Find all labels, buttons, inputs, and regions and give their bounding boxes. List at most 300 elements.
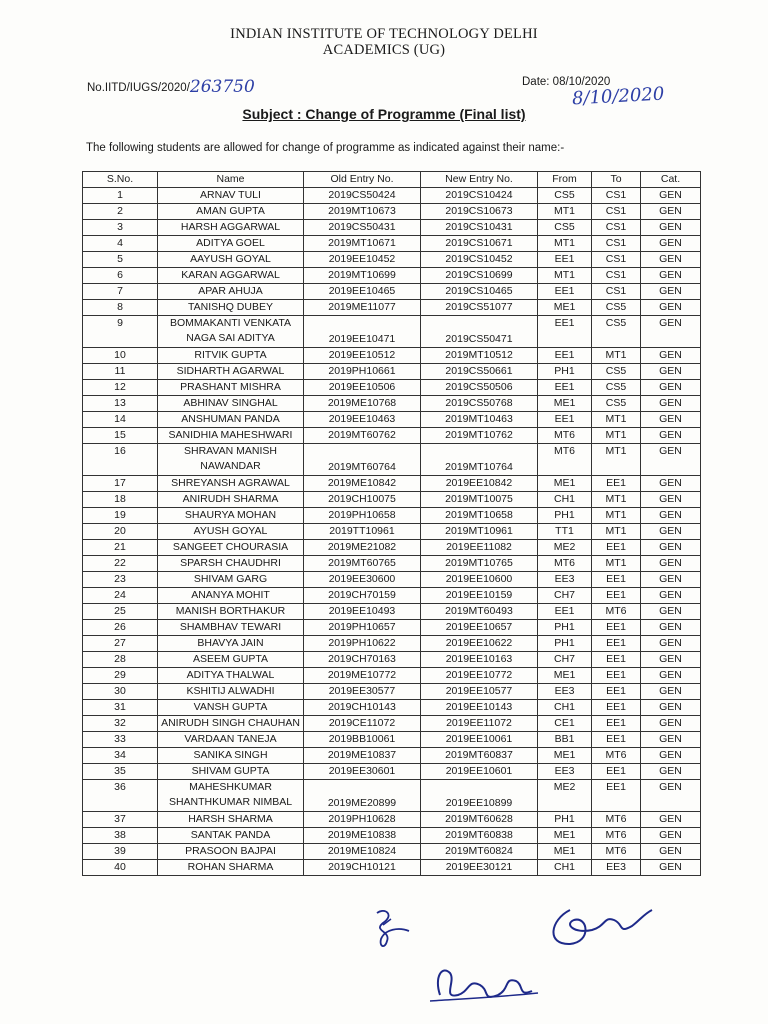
table-row [83, 732, 701, 748]
table-row [83, 748, 701, 764]
cell-name: APAR AHUJA [158, 284, 304, 300]
cell-new-entry: 2019EE10061 [421, 732, 538, 748]
cell-sno: 29 [83, 668, 158, 684]
name-line-2: NAWANDAR [200, 460, 261, 472]
cell-from: TT1 [538, 524, 592, 540]
cell-cat: GEN [641, 268, 701, 284]
cell-old-entry: 2019MT10673 [304, 204, 421, 220]
cell-sno: 5 [83, 252, 158, 268]
name-line-1: BOMMAKANTI VENKATA [170, 317, 291, 329]
cell-to: MT1 [592, 508, 641, 524]
cell-from: EE3 [538, 572, 592, 588]
cell-cat: GEN [641, 252, 701, 268]
cell-old-entry: 2019EE10465 [304, 284, 421, 300]
col-new-entry: New Entry No. [421, 172, 538, 188]
table-row [83, 684, 701, 700]
cell-from: MT1 [538, 204, 592, 220]
cell-cat: GEN [641, 684, 701, 700]
cell-new-entry: 2019EE10143 [421, 700, 538, 716]
table-row [83, 700, 701, 716]
cell-new-entry: 2019MT10765 [421, 556, 538, 572]
cell-to: EE1 [592, 668, 641, 684]
cell-name: ANIRUDH SINGH CHAUHAN [158, 716, 304, 732]
cell-old-entry: 2019EE10471 [304, 316, 421, 348]
cell-cat: GEN [641, 636, 701, 652]
cell-to: EE1 [592, 572, 641, 588]
table-row [83, 396, 701, 412]
cell-sno: 31 [83, 700, 158, 716]
cell-name: HARSH SHARMA [158, 812, 304, 828]
cell-to: CS5 [592, 300, 641, 316]
cell-from: ME1 [538, 828, 592, 844]
cell-name: ABHINAV SINGHAL [158, 396, 304, 412]
cell-new-entry: 2019EE11072 [421, 716, 538, 732]
cell-to: MT6 [592, 748, 641, 764]
cell-cat: GEN [641, 412, 701, 428]
cell-new-entry: 2019CS50661 [421, 364, 538, 380]
cell-sno: 7 [83, 284, 158, 300]
cell-cat: GEN [641, 572, 701, 588]
cell-from: EE1 [538, 604, 592, 620]
cell-from: EE3 [538, 764, 592, 780]
cell-cat: GEN [641, 716, 701, 732]
cell-sno: 10 [83, 348, 158, 364]
cell-new-entry: 2019EE10159 [421, 588, 538, 604]
cell-cat: GEN [641, 668, 701, 684]
cell-old-entry: 2019ME10824 [304, 844, 421, 860]
cell-old-entry: 2019PH10622 [304, 636, 421, 652]
table-row [83, 300, 701, 316]
cell-name: SHIVAM GUPTA [158, 764, 304, 780]
cell-name: AMAN GUPTA [158, 204, 304, 220]
cell-to: CS5 [592, 396, 641, 412]
cell-sno: 24 [83, 588, 158, 604]
cell-old-entry: 2019ME10838 [304, 828, 421, 844]
cell-to: MT1 [592, 524, 641, 540]
cell-new-entry: 2019MT10463 [421, 412, 538, 428]
table-row [83, 588, 701, 604]
cell-to: EE1 [592, 732, 641, 748]
table-row [83, 556, 701, 572]
name-line-1: SHRAVAN MANISH [184, 445, 277, 457]
subject-text: Subject : Change of Programme (Final list) [242, 106, 526, 122]
cell-to: MT6 [592, 604, 641, 620]
cell-cat: GEN [641, 476, 701, 492]
cell-new-entry: 2019EE10657 [421, 620, 538, 636]
cell-old-entry: 2019EE10463 [304, 412, 421, 428]
cell-name: ROHAN SHARMA [158, 860, 304, 876]
cell-old-entry: 2019MT60764 [304, 444, 421, 476]
cell-old-entry: 2019CS50431 [304, 220, 421, 236]
cell-to: MT1 [592, 492, 641, 508]
cell-sno: 9 [83, 316, 158, 348]
cell-sno: 19 [83, 508, 158, 524]
cell-cat: GEN [641, 828, 701, 844]
cell-name: AYUSH GOYAL [158, 524, 304, 540]
handwritten-reference: 263750 [189, 77, 255, 97]
cell-name: ANIRUDH SHARMA [158, 492, 304, 508]
cell-old-entry: 2019CH10121 [304, 860, 421, 876]
name-line-2: SHANTHKUMAR NIMBAL [168, 796, 293, 808]
table-row [83, 284, 701, 300]
cell-name [158, 780, 304, 812]
cell-cat: GEN [641, 524, 701, 540]
cell-sno: 26 [83, 620, 158, 636]
cell-to: EE1 [592, 620, 641, 636]
cell-from: CH1 [538, 492, 592, 508]
cell-name: SANTAK PANDA [158, 828, 304, 844]
cell-new-entry: 2019CS10671 [421, 236, 538, 252]
cell-old-entry: 2019ME10768 [304, 396, 421, 412]
cell-to: CS5 [592, 364, 641, 380]
cell-sno: 17 [83, 476, 158, 492]
cell-new-entry: 2019EE10622 [421, 636, 538, 652]
cell-sno: 13 [83, 396, 158, 412]
col-to: To [592, 172, 641, 188]
table-row [83, 380, 701, 396]
cell-name: ADITYA THALWAL [158, 668, 304, 684]
cell-from: MT1 [538, 236, 592, 252]
table-row [83, 620, 701, 636]
cell-from: MT1 [538, 268, 592, 284]
signature-3 [420, 955, 550, 1015]
cell-sno: 4 [83, 236, 158, 252]
cell-cat: GEN [641, 700, 701, 716]
cell-to: EE1 [592, 716, 641, 732]
cell-from: EE1 [538, 284, 592, 300]
table-row [83, 572, 701, 588]
cell-name: SHREYANSH AGRAWAL [158, 476, 304, 492]
cell-from: ME1 [538, 844, 592, 860]
cell-from: CS5 [538, 220, 592, 236]
cell-sno: 33 [83, 732, 158, 748]
cell-sno: 34 [83, 748, 158, 764]
cell-cat: GEN [641, 188, 701, 204]
cell-sno: 30 [83, 684, 158, 700]
cell-old-entry: 2019CH10075 [304, 492, 421, 508]
cell-old-entry: 2019ME10842 [304, 476, 421, 492]
cell-name: SHAMBHAV TEWARI [158, 620, 304, 636]
cell-name: VANSH GUPTA [158, 700, 304, 716]
cell-sno: 11 [83, 364, 158, 380]
cell-from: BB1 [538, 732, 592, 748]
cell-cat: GEN [641, 300, 701, 316]
cell-name: KSHITIJ ALWADHI [158, 684, 304, 700]
cell-name: RITVIK GUPTA [158, 348, 304, 364]
cell-cat: GEN [641, 396, 701, 412]
cell-old-entry: 2019ME11077 [304, 300, 421, 316]
cell-new-entry: 2019EE10163 [421, 652, 538, 668]
cell-sno: 32 [83, 716, 158, 732]
cell-new-entry: 2019MT60824 [421, 844, 538, 860]
col-old-entry: Old Entry No. [304, 172, 421, 188]
cell-from: ME1 [538, 300, 592, 316]
table-row [83, 188, 701, 204]
cell-new-entry: 2019MT60837 [421, 748, 538, 764]
cell-name: BHAVYA JAIN [158, 636, 304, 652]
cell-sno: 8 [83, 300, 158, 316]
cell-name: ARNAV TULI [158, 188, 304, 204]
cell-old-entry: 2019EE10512 [304, 348, 421, 364]
institute-title: INDIAN INSTITUTE OF TECHNOLOGY DELHI [230, 26, 538, 42]
cell-sno: 40 [83, 860, 158, 876]
table-row [83, 540, 701, 556]
cell-sno: 18 [83, 492, 158, 508]
cell-new-entry: 2019EE10772 [421, 668, 538, 684]
cell-from: EE1 [538, 348, 592, 364]
cell-name: SHAURYA MOHAN [158, 508, 304, 524]
table-row [83, 860, 701, 876]
cell-from: MT6 [538, 556, 592, 572]
cell-from: EE3 [538, 684, 592, 700]
cell-name: SIDHARTH AGARWAL [158, 364, 304, 380]
cell-to: MT6 [592, 828, 641, 844]
cell-old-entry: 2019PH10628 [304, 812, 421, 828]
cell-old-entry: 2019EE10506 [304, 380, 421, 396]
cell-old-entry: 2019CE11072 [304, 716, 421, 732]
cell-new-entry: 2019CS10431 [421, 220, 538, 236]
cell-name: AAYUSH GOYAL [158, 252, 304, 268]
cell-old-entry: 2019CH70163 [304, 652, 421, 668]
cell-old-entry: 2019PH10661 [304, 364, 421, 380]
cell-old-entry: 2019MT60762 [304, 428, 421, 444]
cell-old-entry: 2019PH10658 [304, 508, 421, 524]
table-row [83, 524, 701, 540]
cell-to: EE1 [592, 588, 641, 604]
cell-sno: 1 [83, 188, 158, 204]
cell-from: EE1 [538, 316, 592, 348]
table-row [83, 652, 701, 668]
cell-from: ME1 [538, 396, 592, 412]
cell-old-entry: 2019ME20899 [304, 780, 421, 812]
cell-name: KARAN AGGARWAL [158, 268, 304, 284]
cell-from: PH1 [538, 620, 592, 636]
cell-cat: GEN [641, 364, 701, 380]
table-row [83, 252, 701, 268]
cell-name: HARSH AGGARWAL [158, 220, 304, 236]
cell-name: SPARSH CHAUDHRI [158, 556, 304, 572]
cell-to: MT1 [592, 444, 641, 476]
cell-to: MT6 [592, 844, 641, 860]
cell-cat: GEN [641, 732, 701, 748]
cell-cat: GEN [641, 540, 701, 556]
table-row [83, 716, 701, 732]
cell-name: VARDAAN TANEJA [158, 732, 304, 748]
handwritten-date: 8/10/2020 [571, 83, 665, 110]
cell-cat: GEN [641, 652, 701, 668]
cell-cat: GEN [641, 812, 701, 828]
col-cat: Cat. [641, 172, 701, 188]
col-name: Name [158, 172, 304, 188]
table-row [83, 204, 701, 220]
cell-to: EE1 [592, 684, 641, 700]
cell-to: MT1 [592, 412, 641, 428]
cell-sno: 27 [83, 636, 158, 652]
cell-new-entry: 2019MT60838 [421, 828, 538, 844]
cell-sno: 23 [83, 572, 158, 588]
cell-from: PH1 [538, 636, 592, 652]
cell-new-entry: 2019CS50768 [421, 396, 538, 412]
cell-old-entry: 2019PH10657 [304, 620, 421, 636]
table-row [83, 780, 701, 812]
cell-cat: GEN [641, 764, 701, 780]
cell-sno: 14 [83, 412, 158, 428]
cell-name: MANISH BORTHAKUR [158, 604, 304, 620]
cell-from: EE1 [538, 412, 592, 428]
date-label: Date: 08/10/2020 [522, 76, 611, 88]
cell-cat: GEN [641, 748, 701, 764]
table-row [83, 364, 701, 380]
cell-cat: GEN [641, 780, 701, 812]
cell-to: EE1 [592, 780, 641, 812]
cell-to: CS1 [592, 220, 641, 236]
cell-sno: 35 [83, 764, 158, 780]
cell-old-entry: 2019TT10961 [304, 524, 421, 540]
cell-from: MT6 [538, 444, 592, 476]
cell-cat: GEN [641, 508, 701, 524]
cell-old-entry: 2019CH70159 [304, 588, 421, 604]
cell-new-entry: 2019MT10075 [421, 492, 538, 508]
table-row [83, 668, 701, 684]
signature-2 [540, 890, 660, 960]
cell-from: ME1 [538, 748, 592, 764]
cell-from: CS5 [538, 188, 592, 204]
cell-to: MT1 [592, 556, 641, 572]
cell-to: CS5 [592, 316, 641, 348]
cell-old-entry: 2019EE30601 [304, 764, 421, 780]
cell-to: MT1 [592, 428, 641, 444]
cell-sno: 15 [83, 428, 158, 444]
cell-to: CS1 [592, 284, 641, 300]
cell-cat: GEN [641, 428, 701, 444]
table-row [83, 764, 701, 780]
cell-cat: GEN [641, 220, 701, 236]
cell-new-entry: 2019EE10600 [421, 572, 538, 588]
cell-new-entry: 2019MT10961 [421, 524, 538, 540]
table-row [83, 236, 701, 252]
cell-from: PH1 [538, 508, 592, 524]
signature-1 [365, 905, 425, 955]
cell-cat: GEN [641, 556, 701, 572]
cell-cat: GEN [641, 284, 701, 300]
table-row [83, 412, 701, 428]
cell-from: MT6 [538, 428, 592, 444]
reference-label: No.IITD/IUGS/2020/ [87, 82, 190, 94]
cell-sno: 36 [83, 780, 158, 812]
cell-to: EE1 [592, 540, 641, 556]
table-row [83, 476, 701, 492]
cell-new-entry: 2019MT10764 [421, 444, 538, 476]
cell-old-entry: 2019MT10671 [304, 236, 421, 252]
cell-cat: GEN [641, 844, 701, 860]
col-from: From [538, 172, 592, 188]
name-line-2: NAGA SAI ADITYA [186, 332, 275, 344]
cell-cat: GEN [641, 620, 701, 636]
cell-new-entry: 2019CS10673 [421, 204, 538, 220]
cell-sno: 38 [83, 828, 158, 844]
cell-to: MT6 [592, 812, 641, 828]
cell-sno: 22 [83, 556, 158, 572]
col-sno: S.No. [83, 172, 158, 188]
cell-new-entry: 2019CS10699 [421, 268, 538, 284]
cell-old-entry: 2019BB10061 [304, 732, 421, 748]
cell-to: EE1 [592, 700, 641, 716]
cell-new-entry: 2019MT10762 [421, 428, 538, 444]
cell-sno: 28 [83, 652, 158, 668]
cell-old-entry: 2019MT10699 [304, 268, 421, 284]
cell-to: CS1 [592, 204, 641, 220]
cell-sno: 3 [83, 220, 158, 236]
table-row [83, 444, 701, 476]
cell-new-entry: 2019CS10452 [421, 252, 538, 268]
table-row [83, 636, 701, 652]
cell-from: CE1 [538, 716, 592, 732]
cell-name [158, 444, 304, 476]
table-row [83, 428, 701, 444]
cell-to: EE1 [592, 764, 641, 780]
cell-new-entry: 2019EE10601 [421, 764, 538, 780]
cell-new-entry: 2019CS10465 [421, 284, 538, 300]
cell-sno: 21 [83, 540, 158, 556]
table-row [83, 812, 701, 828]
cell-from: ME2 [538, 780, 592, 812]
cell-new-entry: 2019EE11082 [421, 540, 538, 556]
cell-new-entry: 2019CS50506 [421, 380, 538, 396]
cell-cat: GEN [641, 316, 701, 348]
cell-new-entry: 2019EE10577 [421, 684, 538, 700]
cell-from: PH1 [538, 364, 592, 380]
cell-name: PRASOON BAJPAI [158, 844, 304, 860]
table-row [83, 604, 701, 620]
cell-name: TANISHQ DUBEY [158, 300, 304, 316]
cell-new-entry: 2019CS50471 [421, 316, 538, 348]
cell-cat: GEN [641, 860, 701, 876]
cell-name: SANIKA SINGH [158, 748, 304, 764]
table-row [83, 316, 701, 348]
cell-new-entry: 2019MT60493 [421, 604, 538, 620]
cell-new-entry: 2019CS51077 [421, 300, 538, 316]
table-row [83, 220, 701, 236]
table-row [83, 268, 701, 284]
cell-sno: 16 [83, 444, 158, 476]
cell-cat: GEN [641, 348, 701, 364]
cell-to: MT1 [592, 348, 641, 364]
cell-name: ANSHUMAN PANDA [158, 412, 304, 428]
cell-name: SANGEET CHOURASIA [158, 540, 304, 556]
cell-old-entry: 2019EE30577 [304, 684, 421, 700]
cell-to: CS1 [592, 268, 641, 284]
cell-to: EE3 [592, 860, 641, 876]
cell-name: ADITYA GOEL [158, 236, 304, 252]
cell-new-entry: 2019MT10658 [421, 508, 538, 524]
table-row [83, 844, 701, 860]
cell-cat: GEN [641, 604, 701, 620]
table-row [83, 508, 701, 524]
cell-cat: GEN [641, 236, 701, 252]
cell-sno: 25 [83, 604, 158, 620]
cell-to: EE1 [592, 636, 641, 652]
cell-sno: 12 [83, 380, 158, 396]
cell-from: CH1 [538, 860, 592, 876]
cell-new-entry: 2019EE10842 [421, 476, 538, 492]
table-header-row [83, 172, 701, 188]
cell-name: SHIVAM GARG [158, 572, 304, 588]
cell-sno: 39 [83, 844, 158, 860]
cell-cat: GEN [641, 380, 701, 396]
table-row [83, 348, 701, 364]
cell-old-entry: 2019EE10452 [304, 252, 421, 268]
cell-sno: 20 [83, 524, 158, 540]
